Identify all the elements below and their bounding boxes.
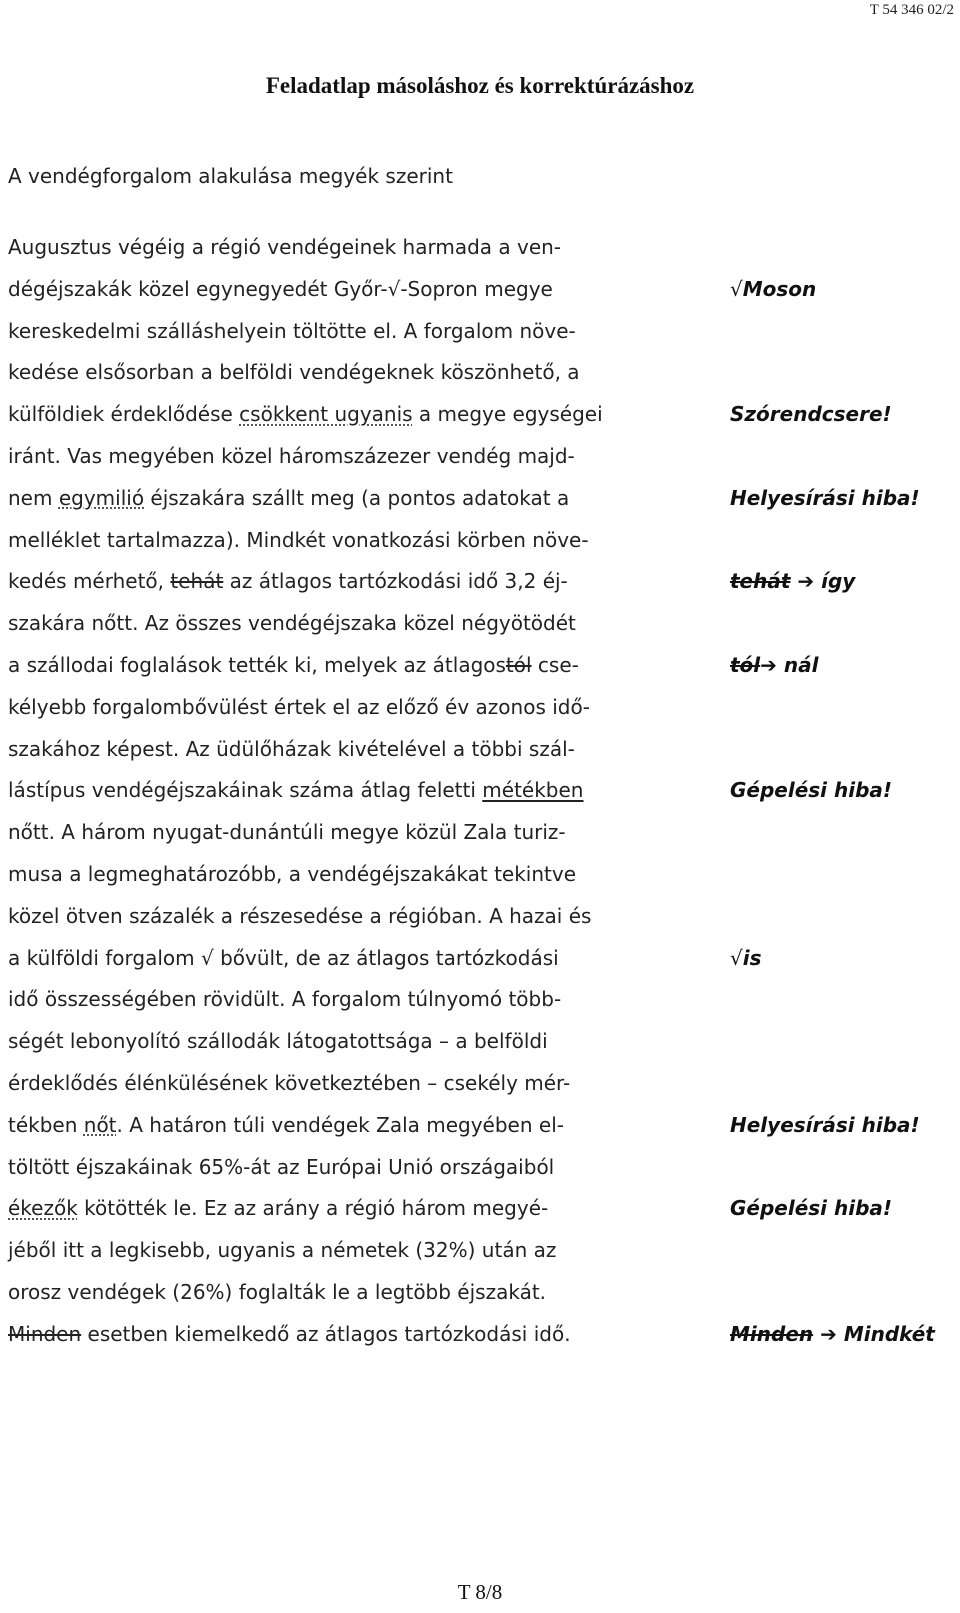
correction-note-typo: Gépelési hiba! xyxy=(730,1196,893,1221)
text-line-17: közel ötven százalék a részesedése a régióban. A hazai és xyxy=(8,903,592,928)
arrow-right-icon: ➔ xyxy=(820,1321,837,1346)
text-line-3: kereskedelmi szálláshelyein töltötte el. A forgalom növe- xyxy=(8,318,576,343)
correction-note-word-order: Szórendcsere! xyxy=(730,402,892,427)
correction-note-replace-tehat: tehát ➔ így xyxy=(730,569,856,594)
struck-word: tehát xyxy=(170,569,224,594)
struck-suffix: tól xyxy=(505,652,532,677)
text-line-10: szakára nőtt. Az összes vendégéjszaka közel négyötödét xyxy=(8,611,576,636)
text-line-9: kedés mérhető, tehát az átlagos tartózkodási idő 3,2 éj- xyxy=(8,569,568,594)
text-line-18: a külföldi forgalom √ bővült, de az átlagos tartózkodási xyxy=(8,945,559,970)
correction-margin xyxy=(730,227,960,1356)
document-id: T 54 346 02/2 xyxy=(869,2,954,18)
correction-note-replace-tol: tól➔ nál xyxy=(730,652,819,677)
correction-note-is: √is xyxy=(730,945,762,970)
text-line-15: nőtt. A három nyugat-dunántúli megye közül Zala turiz- xyxy=(8,820,566,845)
text-line-19: idő összességében rövidült. A forgalom túlnyomó több- xyxy=(8,987,562,1012)
word-order-error: csökkent ugyanis xyxy=(239,402,413,427)
page-title: Feladatlap másoláshoz és korrektúrázáshoz xyxy=(265,73,695,98)
text-line-20: ségét lebonyolító szállodák látogatottsága – a belföldi xyxy=(8,1029,548,1054)
text-line-2: dégéjszakák közel egynegyedét Győr-√-Sopron megye xyxy=(8,276,553,301)
correction-note-typo: Gépelési hiba! xyxy=(730,778,893,803)
text-line-8: melléklet tartalmazza). Mindkét vonatkozási körben növe- xyxy=(8,527,589,552)
check-icon: √ xyxy=(730,276,743,301)
text-line-22: tékben nőt. A határon túli vendégek Zala megyében el- xyxy=(8,1112,564,1137)
insertion-mark: √ xyxy=(387,276,401,301)
text-line-24: ékezők kötötték le. Ez az arány a régió három megyé- xyxy=(8,1196,549,1221)
arrow-right-icon: ➔ xyxy=(797,569,815,594)
correction-note-spelling: Helyesírási hiba! xyxy=(730,1112,920,1137)
text-line-16: musa a legmeghatározóbb, a vendégéjszakákat tekintve xyxy=(8,861,577,886)
text-line-14: lástípus vendégéjszakáinak száma átlag feletti métékben xyxy=(8,778,584,803)
text-line-27: Minden esetben kiemelkedő az átlagos tartózkodási idő. xyxy=(8,1321,571,1346)
section-heading: A vendégforgalom alakulása megyék szerint xyxy=(8,164,453,188)
text-line-11: a szállodai foglalások tették ki, melyek az átlagostól cse- xyxy=(8,652,579,677)
text-line-23: töltött éjszakáinak 65%-át az Európai Unió országaiból xyxy=(8,1154,555,1179)
struck-word: Minden xyxy=(8,1321,82,1346)
text-line-4: kedése elsősorban a belföldi vendégeknek köszönhető, a xyxy=(8,360,580,385)
page-number: T 8/8 xyxy=(457,1580,503,1604)
correction-note-spelling: Helyesírási hiba! xyxy=(730,485,920,510)
text-line-25: jéből itt a legkisebb, ugyanis a németek (32%) után az xyxy=(8,1238,557,1263)
text-line-13: szakához képest. Az üdülőházak kivételével a többi szál- xyxy=(8,736,575,761)
typo-error: ékezők xyxy=(8,1196,78,1221)
text-line-12: kélyebb forgalombővülést értek el az előző év azonos idő- xyxy=(8,694,590,719)
text-line-26: orosz vendégek (26%) foglalták le a legtöbb éjszakát. xyxy=(8,1279,547,1304)
spelling-error: egymilió xyxy=(58,485,145,510)
text-line-7: nem egymilió éjszakára szállt meg (a pontos adatokat a xyxy=(8,485,570,510)
correction-note-moson: √Moson xyxy=(730,276,817,301)
typo-error: métékben xyxy=(482,778,584,803)
text-line-1: Augusztus végéig a régió vendégeinek harmada a ven- xyxy=(8,235,562,259)
insertion-mark: √ xyxy=(201,945,214,970)
body-text xyxy=(8,227,708,1356)
text-line-21: érdeklődés élénkülésének következtében – csekély mér- xyxy=(8,1070,571,1095)
text-line-6: iránt. Vas megyében közel háromszázezer vendég majd- xyxy=(8,443,575,468)
spelling-error: nőt xyxy=(83,1112,117,1137)
text-line-5: külföldiek érdeklődése csökkent ugyanis a megye egységei xyxy=(8,402,603,427)
arrow-right-icon: ➔ xyxy=(760,652,777,677)
check-icon: √ xyxy=(730,945,743,970)
correction-note-replace-minden: Minden ➔ Mindkét xyxy=(730,1321,935,1346)
